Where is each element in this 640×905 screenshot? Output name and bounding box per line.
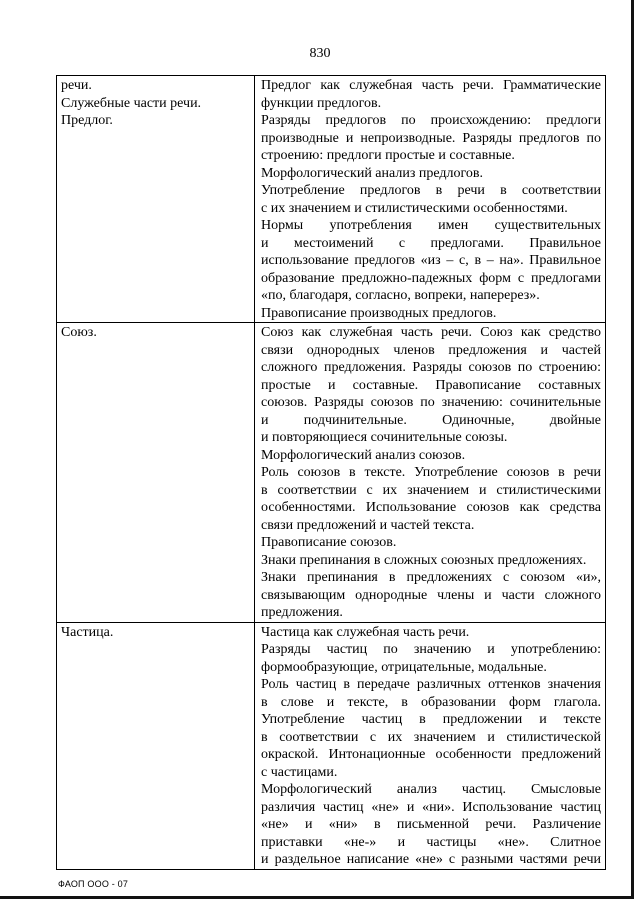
description-line: предложения. [261, 605, 343, 620]
curriculum-table [56, 75, 606, 870]
description-line: и раздельное написание «не» с разными частями речи [261, 852, 601, 867]
description-line: функции предлогов. [261, 95, 382, 111]
description-line: Употребление частиц в предложении и тексте [261, 712, 601, 727]
description-line: в соответствии с их значением и стилистической [261, 729, 601, 745]
description-line: «не» и «ни» в письменной речи. Различение [261, 817, 601, 832]
table-row [57, 76, 606, 323]
description-line: Правописание союзов. [261, 535, 397, 550]
description-line: формообразующие, отрицательные, модальные. [261, 659, 547, 675]
description-cell [255, 323, 606, 623]
description-line: Знаки препинания в сложных союзных предложениях. [261, 552, 587, 568]
description-line: связи однородных членов предложения и частей [261, 342, 601, 358]
description-line: Роль союзов в тексте. Употребление союзов в речи [261, 465, 601, 480]
description-line: связывающим однородные члены и части сложного [261, 587, 601, 603]
description-line: производные и непроизводные. Разряды предлогов по [261, 130, 601, 146]
description-line: использование предлогов «из – с, в – на». Правильное [261, 253, 601, 268]
topic-cell [57, 76, 255, 323]
description-line: Разряды предлогов по происхождению: предлоги [261, 113, 601, 128]
description-line: окраской. Интонационные особенности предложений [261, 747, 601, 762]
description-line: и местоимений с предлогами. Правильное [261, 235, 601, 251]
description-line: Разряды частиц по значению и употреблению: [261, 642, 601, 657]
description-line: с частицами. [261, 764, 338, 780]
description-line: в соответствии с их значением и стилистическими [261, 482, 601, 498]
description-line: Частица как служебная часть речи. [261, 624, 470, 640]
description-line: Правописание производных предлогов. [261, 305, 497, 321]
description-line: «по, благодаря, согласно, вопреки, наперерез». [261, 288, 540, 303]
description-line: с их значением и стилистическими особенностями. [261, 200, 568, 216]
description-line: Знаки препинания в предложениях с союзом «и», [261, 570, 601, 585]
description-line: и подчинительные. Одиночные, двойные [261, 412, 601, 428]
topic-text: Служебные части речи. [61, 95, 202, 111]
topic-text: Союз. [61, 325, 97, 340]
description-line: строению: предлоги простые и составные. [261, 148, 515, 163]
description-line: различия частиц «не» и «ни». Использование частиц [261, 799, 601, 815]
description-cell [255, 622, 606, 869]
topic-cell [57, 323, 255, 623]
topic-text: Частица. [61, 624, 114, 640]
description-line: союзов. Разряды союзов по значению: сочинительные [261, 395, 601, 410]
description-line: связи предложений и частей текста. [261, 517, 475, 533]
topic-text: речи. [61, 78, 92, 93]
description-line: Морфологический анализ союзов. [261, 447, 466, 463]
description-line: особенностями. Использование союзов как средства [261, 500, 601, 515]
table-row [57, 622, 606, 869]
description-line: Нормы употребления имен существительных [261, 218, 601, 233]
description-line: Морфологический анализ предлогов. [261, 165, 483, 181]
description-line: простые и составные. Правописание составных [261, 377, 601, 393]
description-line: образование предложно-падежных форм с предлогами [261, 270, 601, 286]
description-line: Союз как служебная часть речи. Союз как средство [261, 325, 601, 340]
description-line: Употребление предлогов в речи в соответствии [261, 183, 601, 198]
topic-text: Предлог. [61, 113, 113, 128]
description-line: в слове и тексте, в образовании форм глагола. [261, 694, 601, 710]
topic-cell [57, 622, 255, 869]
table-body [57, 76, 606, 870]
description-line: приставки «не-» и частицы «не». Слитное [261, 834, 601, 850]
description-line: Предлог как служебная часть речи. Грамматические [261, 78, 601, 93]
description-line: Роль частиц в передаче различных оттенков значения [261, 677, 601, 692]
description-line: Морфологический анализ частиц. Смысловые [261, 782, 601, 797]
description-line: сложного предложения. Разряды союзов по строению: [261, 360, 601, 375]
description-line: и повторяющиеся сочинительные союзы. [261, 430, 508, 445]
footer-code: ФАОП ООО - 07 [58, 879, 129, 889]
description-cell [255, 76, 606, 323]
page-number: 830 [309, 46, 331, 61]
table-row [57, 323, 606, 623]
